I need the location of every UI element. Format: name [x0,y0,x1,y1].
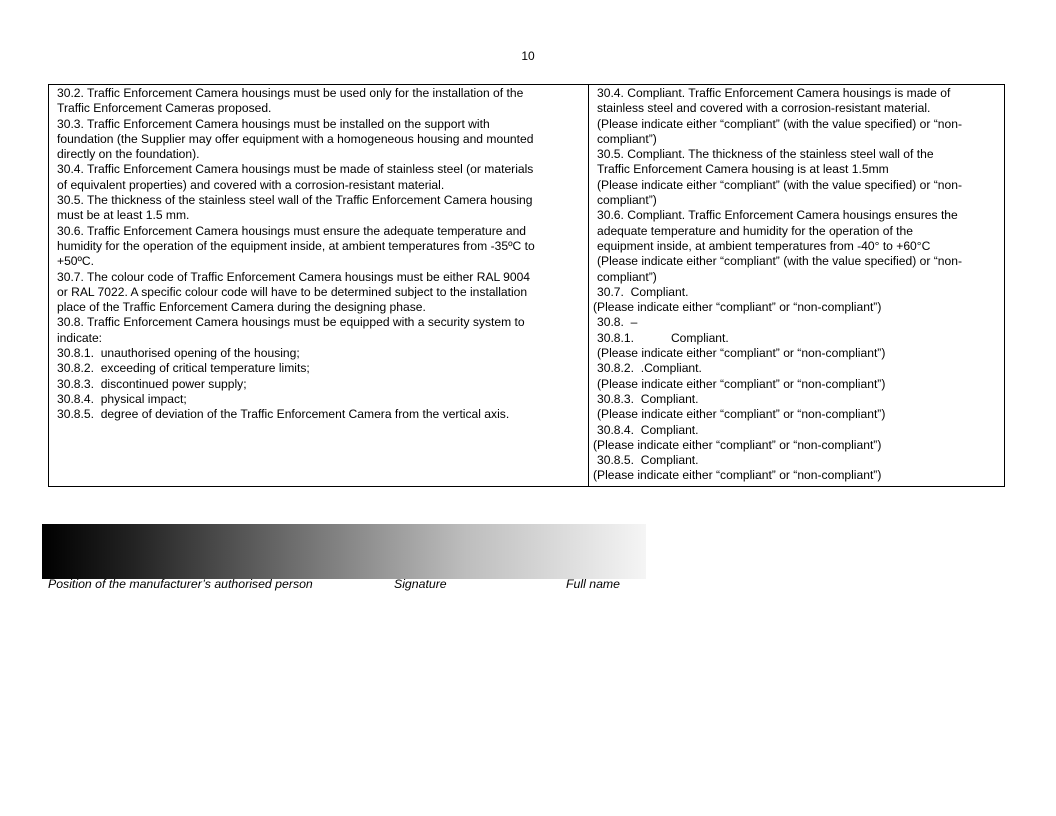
requirement-line: 30.8.1. unauthorised opening of the housing; [57,346,300,361]
requirement-line: 30.3. Traffic Enforcement Camera housings must be installed on the support with [57,116,490,131]
compliance-line: (Please indicate either “compliant” (with the value specified) or “non- [597,177,962,192]
compliance-line: 30.8.4. Compliant. [597,422,699,437]
compliance-line: compliant”) [597,193,657,208]
requirement-line: humidity for the operation of the equipment inside, at ambient temperatures from -35ºC to [57,238,535,253]
compliance-line: 30.8.5. Compliant. [597,453,699,468]
compliance-line: 30.6. Compliant. Traffic Enforcement Camera housings ensures the [597,208,958,223]
full-name-label: Full name [566,577,620,591]
table-row [49,85,1005,487]
page-number: 10 [521,49,535,63]
requirement-line: 30.8.3. discontinued power supply; [57,376,247,391]
requirement-line: +50ºC. [57,254,95,269]
compliance-line: (Please indicate either “compliant” (with the value specified) or “non- [597,254,962,269]
compliance-line: (Please indicate either “compliant” or “non-compliant”) [593,437,882,452]
compliance-line: 30.8. – [597,315,638,330]
requirements-column [49,85,589,487]
requirement-line: 30.2. Traffic Enforcement Camera housings must be used only for the installation of the [57,86,524,100]
requirement-line: 30.8.5. degree of deviation of the Traffic Enforcement Camera from the vertical axis. [57,407,510,422]
compliance-line: equipment inside, at ambient temperatures from -40° to +60°C [597,238,931,253]
requirement-line: 30.4. Traffic Enforcement Camera housings must be made of stainless steel (or materials [57,162,534,177]
requirement-line: 30.8. Traffic Enforcement Camera housings must be equipped with a security system to [57,315,525,330]
compliance-line: compliant”) [597,269,657,284]
specification-table [48,84,1005,487]
signature-label: Signature [394,577,447,591]
requirement-line: directly on the foundation). [57,147,200,162]
requirement-line: Traffic Enforcement Cameras proposed. [57,101,272,116]
requirement-line: or RAL 7022. A specific colour code will have to be determined subject to the installation [57,284,528,299]
position-label: Position of the manufacturer’s authorised person [48,577,313,591]
requirement-line: 30.8.2. exceeding of critical temperature limits; [57,361,310,376]
compliance-line: compliant”) [597,131,657,146]
requirement-line: 30.6. Traffic Enforcement Camera housings must ensure the adequate temperature and [57,223,527,238]
requirement-line: 30.7. The colour code of Traffic Enforcement Camera housings must be either RAL 9004 [57,269,531,284]
compliance-line: (Please indicate either “compliant” or “non-compliant”) [593,468,882,483]
compliance-line: 30.8.2. .Compliant. [597,361,702,376]
compliance-line: 30.5. Compliant. The thickness of the stainless steel wall of the [597,147,934,162]
compliance-line: (Please indicate either “compliant” (with the value specified) or “non- [597,116,962,131]
compliance-line: (Please indicate either “compliant” or “non-compliant”) [597,376,886,391]
compliance-line: (Please indicate either “compliant” or “non-compliant”) [593,300,882,315]
signature-gradient-band [42,524,646,579]
requirement-line: of equivalent properties) and covered with a corrosion-resistant material. [57,177,445,192]
compliance-line: 30.8.3. Compliant. [597,391,699,406]
compliance-line: (Please indicate either “compliant” or “non-compliant”) [597,407,886,422]
requirement-line: foundation (the Supplier may offer equipment with a homogeneous housing and mounted [57,131,534,146]
compliance-line: (Please indicate either “compliant” or “non-compliant”) [597,346,886,361]
compliance-line: Traffic Enforcement Camera housing is at least 1.5mm [597,162,889,177]
compliance-column [589,85,1005,487]
requirement-line: indicate: [57,330,103,345]
compliance-line: 30.4. Compliant. Traffic Enforcement Camera housings is made of [597,86,951,100]
compliance-line: 30.8.1. Compliant. [597,330,729,345]
requirement-line: must be at least 1.5 mm. [57,208,190,223]
requirement-line: place of the Traffic Enforcement Camera during the designing phase. [57,300,426,315]
compliance-line: stainless steel and covered with a corrosion-resistant material. [597,101,931,116]
requirement-line: 30.5. The thickness of the stainless steel wall of the Traffic Enforcement Camera housing [57,193,533,208]
compliance-line: adequate temperature and humidity for the operation of the [597,223,913,238]
compliance-line: 30.7. Compliant. [597,284,689,299]
requirement-line: 30.8.4. physical impact; [57,391,187,406]
